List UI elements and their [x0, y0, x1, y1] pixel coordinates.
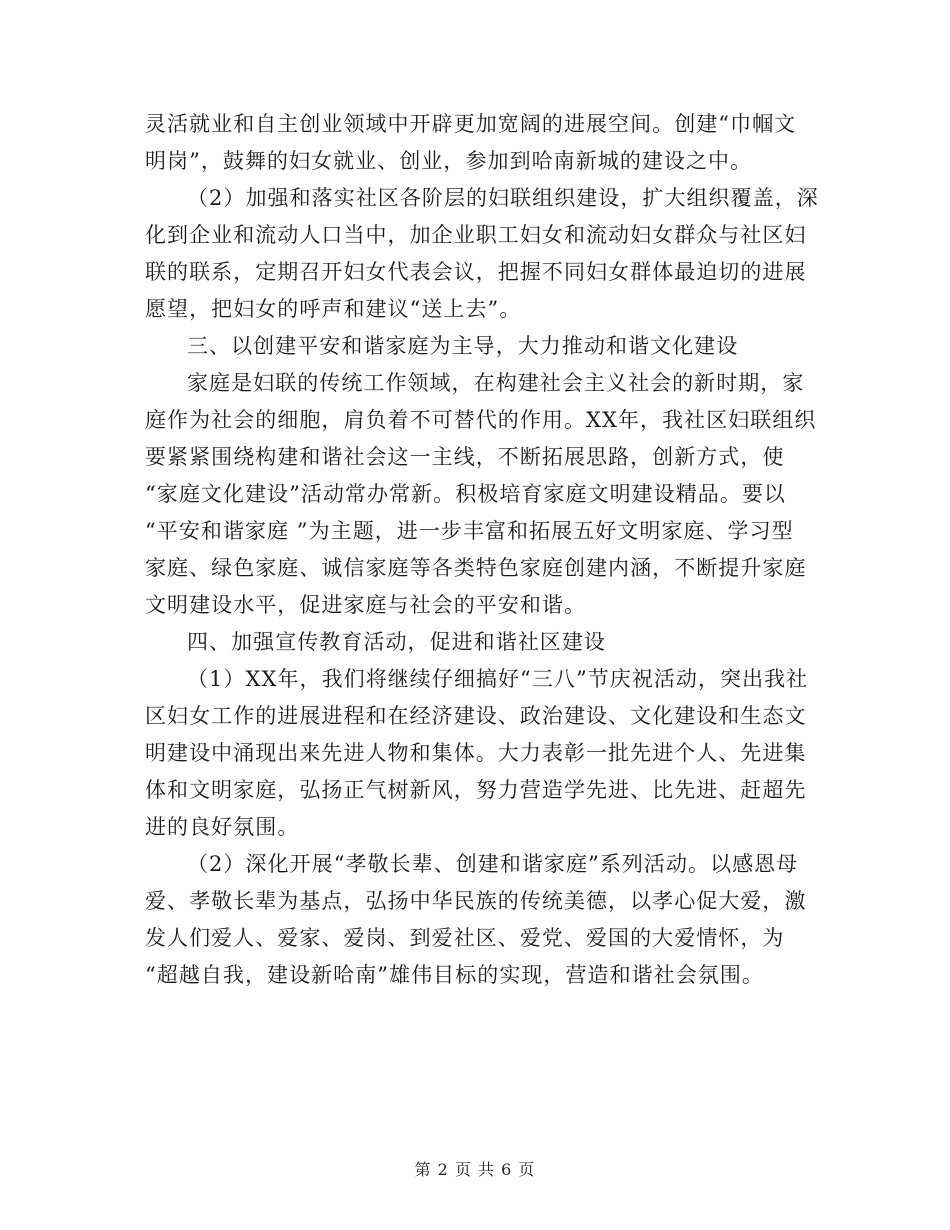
paragraph-start-line: （1）XX年，我们将继续仔细搞好“三八”节庆祝活动，突出我社: [187, 667, 809, 691]
text-line: “平安和谐家庭 ”为主题，进一步丰富和拓展五好文明家庭、学习型: [145, 519, 794, 543]
text-line: 体和文明家庭，弘扬正气树新风，努力营造学先进、比先进、赶超先: [145, 778, 807, 802]
text-line: 灵活就业和自主创业领域中开辟更加宽阔的进展空间。创建“巾帼文: [145, 112, 797, 136]
section-heading: 四、加强宣传教育活动，促进和谐社区建设: [187, 630, 606, 654]
text-line: 明建设中涌现出来先进人物和集体。大力表彰一批先进个人、先进集: [145, 741, 807, 765]
text-line: 家庭、绿色家庭、诚信家庭等各类特色家庭创建内涵，不断提升家庭: [145, 556, 807, 580]
text-line: 进的良好氛围。: [145, 815, 300, 839]
text-line: 明岗”，鼓舞的妇女就业、创业，参加到哈南新城的建设之中。: [145, 149, 753, 173]
document-body: [145, 106, 819, 994]
paragraph-start-line: （2）加强和落实社区各阶层的妇联组织建设，扩大组织覆盖，深: [187, 186, 819, 210]
text-line: 区妇女工作的进展进程和在经济建设、政治建设、文化建设和生态文: [145, 704, 807, 728]
paragraph-start-line: （2）深化开展“孝敬长辈、创建和谐家庭”系列活动。以感恩母: [187, 852, 799, 876]
text-line: 化到企业和流动人口当中，加企业职工妇女和流动妇女群众与社区妇: [145, 223, 807, 247]
text-line: 联的联系，定期召开妇女代表会议，把握不同妇女群体最迫切的进展: [145, 260, 807, 284]
text-line: 文明建设水平，促进家庭与社会的平安和谐。: [145, 593, 586, 617]
text-line: 庭作为社会的细胞，肩负着不可替代的作用。XX年，我社区妇联组织: [145, 408, 817, 432]
section-heading: 三、以创建平安和谐家庭为主导，大力推动和谐文化建设: [187, 334, 739, 358]
text-line: “家庭文化建设”活动常办常新。积极培育家庭文明建设精品。要以: [145, 482, 786, 506]
text-line: 发人们爱人、爱家、爱岗、到爱社区、爱党、爱国的大爱情怀，为: [145, 926, 785, 950]
text-line: 要紧紧围绕构建和谐社会这一主线，不断拓展思路，创新方式，使: [145, 445, 785, 469]
text-line: “超越自我，建设新哈南”雄伟目标的实现，营造和谐社会氛围。: [145, 963, 764, 987]
page-number: 第 2 页 共 6 页: [414, 1160, 536, 1179]
text-line: 爱、孝敬长辈为基点，弘扬中华民族的传统美德，以孝心促大爱，激: [145, 889, 807, 913]
text-line: 愿望，把妇女的呼声和建议“送上去”。: [145, 297, 522, 321]
paragraph-start-line: 家庭是妇联的传统工作领域，在构建社会主义社会的新时期，家: [187, 371, 805, 395]
